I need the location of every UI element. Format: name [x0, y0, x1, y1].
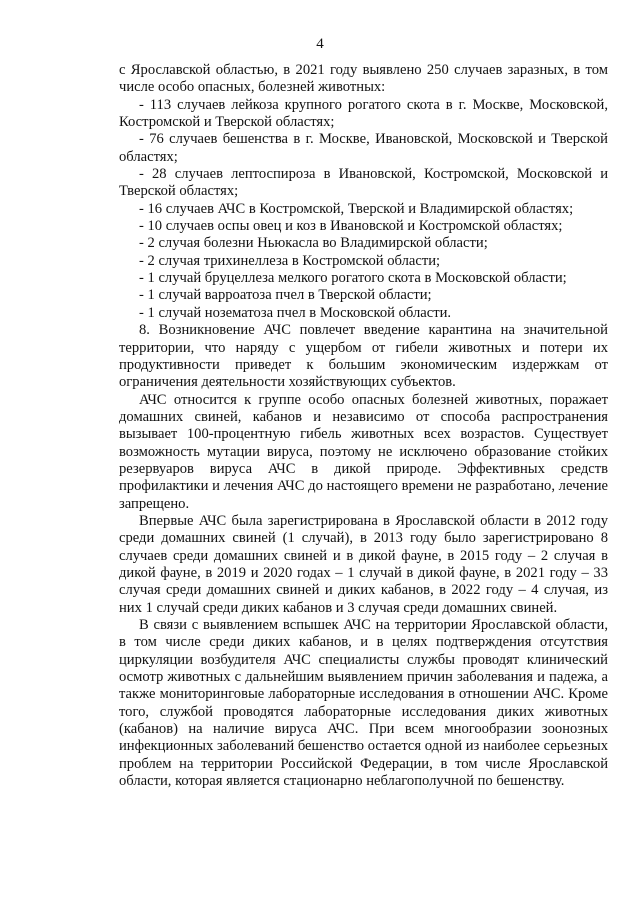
disease-list	[119, 97, 608, 322]
paragraph-monitoring: В связи с выявлением вспышек АЧС на территории Ярославской области, в том числе среди диких кабанов, и в целях подтверждения отсутствия циркуляции возбудителя АЧС специалисты службы проводят клинический осмотр животных с дальнейшим выявлением причин заболевания и падежа, а также мониторинговые лабораторные исследования в отношении АЧС. Кроме того, службой проводятся лабораторные исследования диких животных (кабанов) на наличие вируса АЧС. При всем многообразии зоонозных инфекционных заболеваний бешенство остается одной из наиболее серьезных проблем на территории Российской Федерации, в том числе Ярославской области, которая является стационарно неблагополучной по бешенству.	[119, 617, 608, 790]
paragraph-asf-description: АЧС относится к группе особо опасных болезней животных, поражает домашних свиней, кабанов и независимо от способа распространения вызывает 100-процентную гибель животных всех возрастов. Существует возможность мутации вируса, поэтому не исключено образование стойких резервуаров вируса АЧС в дикой природе. Эффективных средств профилактики и лечения АЧС до настоящего времени не разработано, лечение запрещено.	[119, 391, 608, 512]
page-number: 4	[316, 36, 324, 52]
list-item: - 2 случая трихинеллеза в Костромской области;	[139, 252, 441, 269]
list-item: - 16 случаев АЧС в Костромской, Тверской и Владимирской областях;	[139, 200, 574, 217]
list-item: - 10 случаев оспы овец и коз в Ивановской и Костромской областях;	[139, 218, 563, 235]
list-item: - 1 случай нозематоза пчел в Московской области.	[139, 304, 452, 321]
list-item: - 1 случай варроатоза пчел в Тверской области;	[139, 287, 432, 304]
intro-paragraph: с Ярославской областью, в 2021 году выявлено 250 случаев заразных, в том числе особо опасных, болезней животных:	[119, 62, 608, 96]
paragraph-quarantine: 8. Возникновение АЧС повлечет введение карантина на значительной территории, что наряду с ущербом от гибели животных и потери их продуктивности приведет к большим экономическим издержкам от ограничения деятельности хозяйствующих субъектов.	[119, 322, 608, 391]
document-body	[119, 62, 608, 790]
list-item: - 2 случая болезни Ньюкасла во Владимирской области;	[139, 235, 488, 252]
list-item: - 113 случаев лейкоза крупного рогатого скота в г. Москве, Московской, Костромской и Тверской областях;	[119, 96, 608, 131]
list-item: - 28 случаев лептоспироза в Ивановской, Костромской, Московской и Тверской областях;	[119, 166, 608, 200]
list-item: - 76 случаев бешенства в г. Москве, Ивановской, Московской и Тверской областях;	[119, 131, 608, 165]
paragraph-asf-history: Впервые АЧС была зарегистрирована в Ярославской области в 2012 году среди домашних свиней (1 случай), в 2013 году было зарегистрировано 8 случаев среди домашних свиней и в дикой фауне, в 2015 году – 2 случая в дикой фауне, в 2019 и 2020 годах – 1 случай в дикой фауне, в 2021 году – 33 случая среди домашних свиней и диких кабанов, в 2022 году – 4 случая, из них 1 случай среди диких кабанов и 3 случая среди домашних свиней.	[119, 512, 608, 616]
list-item: - 1 случай бруцеллеза мелкого рогатого скота в Московской области;	[139, 270, 567, 287]
